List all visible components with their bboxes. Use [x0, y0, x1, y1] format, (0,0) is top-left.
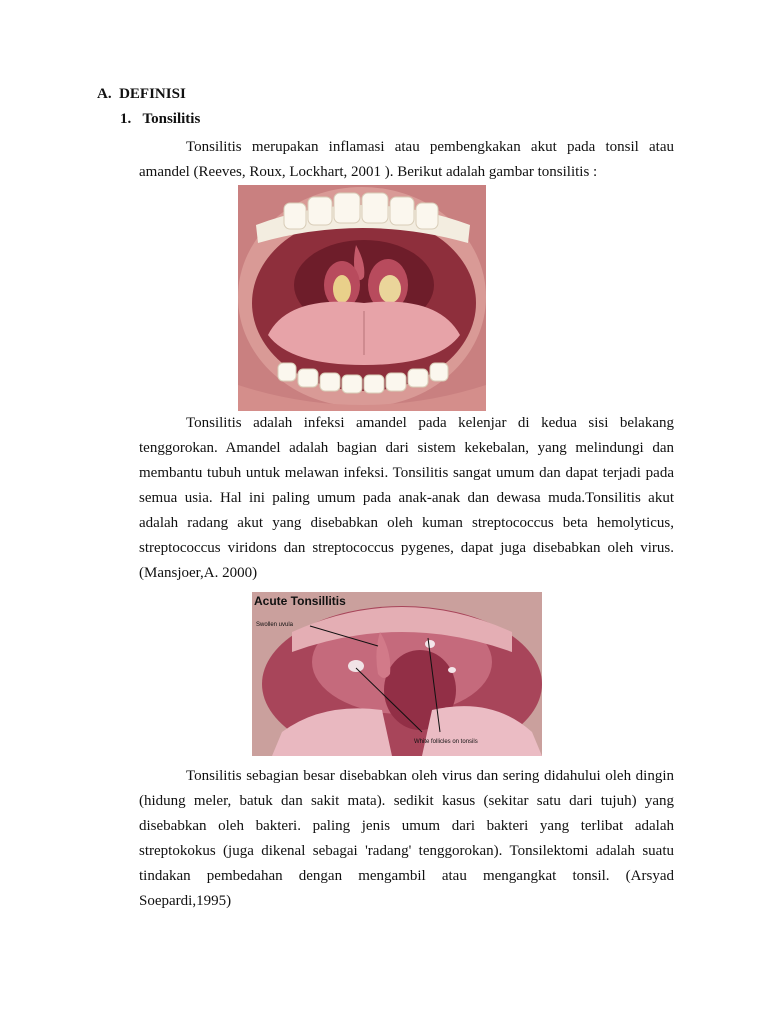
- throat-illustration: [252, 592, 542, 756]
- figure-title: Acute Tonsillitis: [254, 594, 346, 608]
- paragraph-definition: Tonsilitis merupakan inflamasi atau pembengkakan akut pada tonsil atau amandel (Reeves, Roux, Lockhart, 2001 ). Berikut adalah gambar tonsilitis :: [139, 139, 674, 180]
- paragraph-explanation: Tonsilitis adalah infeksi amandel pada kelenjar di kedua sisi belakang tenggorokan. Amandel adalah bagian dari sistem kekebalan, yang melindungi dan membantu tubuh untuk melawan infeksi. Tonsilitis sangat umum dan dapat terjadi pada semua usia. Hal ini paling umum pada anak-anak dan dewasa muda.Tonsilitis akut adalah radang akut yang disebabkan oleh kuman streptococcus beta hemolyticus, streptococcus viridons dan streptococcus pygenes, dapat juga disebabkan oleh virus. (Mansjoer,A. 2000): [139, 415, 674, 581]
- subsection-label: 1.: [120, 111, 132, 127]
- open-mouth-illustration: [238, 185, 486, 411]
- acute-tonsillitis-photo: [252, 592, 542, 756]
- paragraph-causes: Tonsilitis sebagian besar disebabkan oleh virus dan sering didahului oleh dingin (hidung meler, batuk dan sakit mata). sedikit kasus (sekitar satu dari tujuh) yang disebabkan oleh bakteri. paling jenis umum dari bakteri yang terlibat adalah streptokokus (juga dikenal sebagai 'radang' tenggorokan). Tonsilektomi adalah suatu tindakan pembedahan dengan mengambil atau mengangkat tonsil. (Arsyad Soepardi,1995): [139, 768, 674, 909]
- section-heading: [97, 86, 186, 103]
- subsection-heading: [120, 111, 200, 128]
- section-title: DEFINISI: [119, 86, 186, 102]
- label-white-follicles: White follicles on tonsils: [414, 739, 478, 745]
- tonsillitis-photo: [238, 185, 486, 411]
- section-label: A.: [97, 86, 112, 102]
- subsection-title: Tonsilitis: [142, 111, 201, 127]
- label-swollen-uvula: Swollen uvula: [256, 622, 294, 628]
